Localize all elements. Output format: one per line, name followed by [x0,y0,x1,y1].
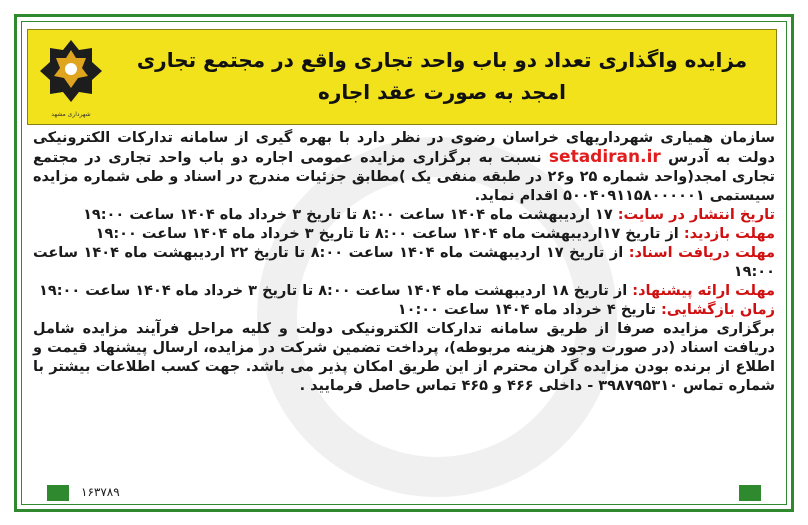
page-title: مزایده واگذاری تعداد دو باب واحد تجاری واقع در مجتمع تجاری امجد به صورت عقد اجاره [136,48,748,104]
intro-text-part2: نسبت به برگزاری مزایده عمومی اجاره دو باب واحد تجاری در مجتمع تجاری امجد(واحد شماره ۲۵ و۲۶ در طبقه منفی یک )مطابق جزئیات مندرج در اسناد و طی شماره مزایده سیستمی ۵۰۰۴۰۹۱۱۵۸۰۰۰۰۰۱ اقدام نماید. [33,150,775,204]
advertisement-frame [14,14,794,512]
date-label: زمان بازگشایی: [661,302,775,318]
logo-emblem-icon [36,36,106,106]
date-label: مهلت دریافت اسناد: [628,245,775,261]
intro-paragraph [33,129,775,206]
notice-body [33,129,775,396]
logo-caption: شهرداری مشهد [51,111,91,118]
date-label: مهلت ارائه پیشنهاد: [632,283,775,299]
date-row-publish [33,206,775,225]
date-row-documents [33,244,775,282]
date-value: از تاریخ ۱۷اردیبهشت ماه ۱۴۰۴ ساعت ۸:۰۰ تا تاریخ ۳ خرداد ماه ۱۴۰۴ ساعت ۱۹:۰۰ [95,226,684,242]
date-value: از تاریخ ۱۷ اردیبهشت ماه ۱۴۰۴ ساعت ۸:۰۰ تا تاریخ ۲۲ اردیبهشت ماه ۱۴۰۴ ساعت ۱۹:۰۰ [33,245,775,280]
date-value: ۱۷ اردیبهشت ماه ۱۴۰۴ ساعت ۸:۰۰ تا تاریخ ۳ خرداد ماه ۱۴۰۴ ساعت ۱۹:۰۰ [83,207,618,223]
date-label: مهلت بازدید: [683,226,775,242]
date-value: از تاریخ ۱۸ اردیبهشت ماه ۱۴۰۴ ساعت ۸:۰۰ تا تاریخ ۳ خرداد ماه ۱۴۰۴ ساعت ۱۹:۰۰ [39,283,633,299]
date-row-visit [33,225,775,244]
closing-paragraph: برگزاری مزایده صرفا از طریق سامانه تدارکات الکترونیکی دولت و کلیه مراحل فرآیند مزایده شامل دریافت اسناد (در صورت وجود هزینه مربوطه)، پرداخت تضمین شرکت در مزایده، ارسال پیشنهاد قیمت و اطلاع از برنده بودن مزایده گران محترم از این طریق امکان پذیر می باشد. جهت کسب اطلاعات بیشتر با شماره تماس ۳۹۸۷۹۵۳۱۰ - داخلی ۴۶۶ و ۴۶۵ تماس حاصل فرمایید . [33,321,775,394]
header-banner [27,29,777,125]
ad-code: ۱۶۳۷۸۹ [81,485,120,499]
green-marker-left [47,485,69,501]
date-label: تاریخ انتشار در سایت: [617,207,775,223]
green-marker-right [739,485,761,501]
intro-text-part1: سازمان همیاری شهرداریهای خراسان رضوی در نظر دارد با بهره گیری از سامانه تدارکات الکترونیکی دولت به آدرس [33,130,775,166]
date-row-opening [33,301,775,320]
date-value: تاریخ ۴ خرداد ماه ۱۴۰۴ ساعت ۱۰:۰۰ [397,302,662,318]
municipality-logo [36,36,106,118]
date-row-proposal [33,282,775,301]
website-link[interactable]: setadiran.ir [548,147,661,167]
